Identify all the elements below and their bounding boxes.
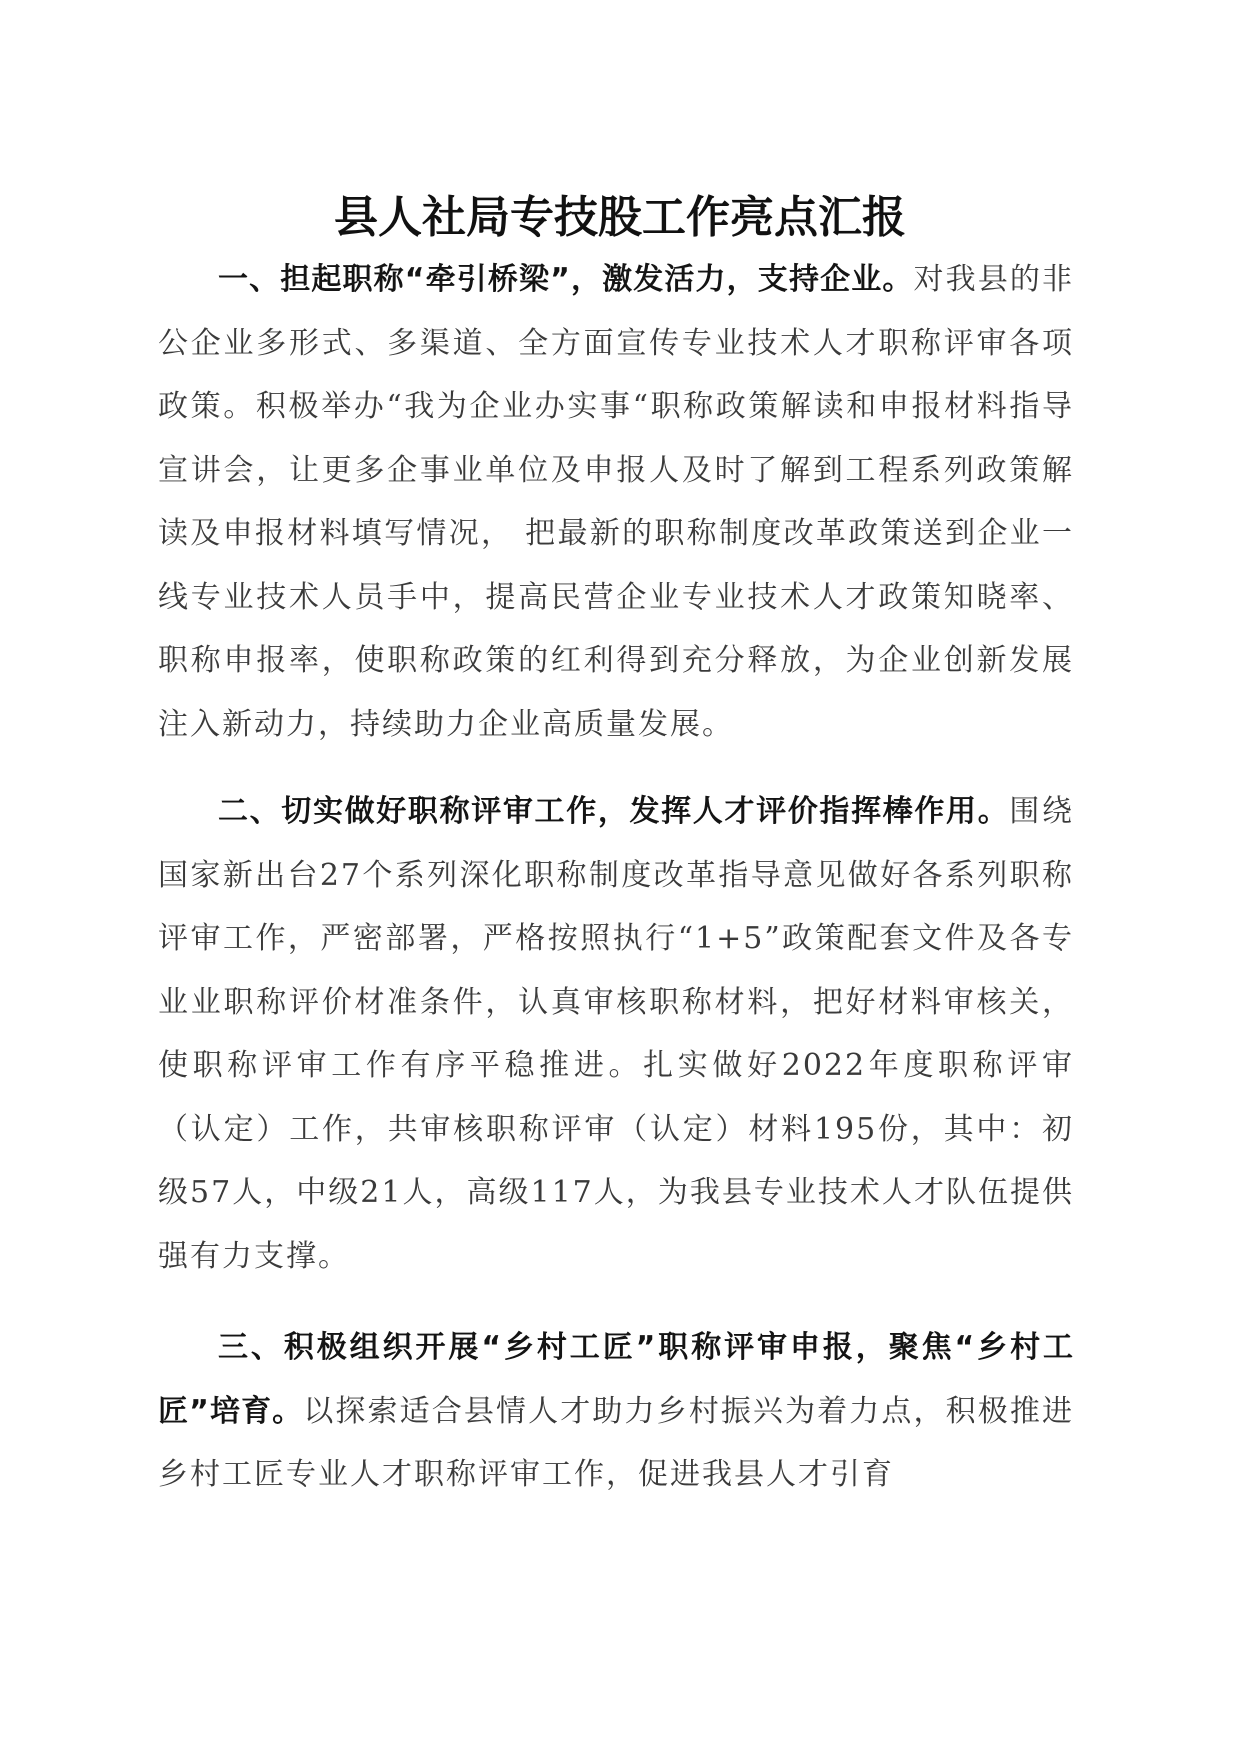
section-heading-1: 一、担起职称“牵引桥梁”，激发活力，支持企业。 [218, 262, 914, 297]
document-title: 县人社局专技股工作亮点汇报 [334, 192, 906, 243]
section-paragraph-1 [158, 248, 1074, 756]
section-body-3: 以探索适合县情人才助力乡村振兴为着力点，积极推进乡村工匠专业人才职称评审工作，促进我县人才引育 [158, 1393, 1075, 1492]
section-body-2: 围绕国家新出台27个系列深化职称制度改革指导意见做好各系列职称评审工作，严密部署，严格按照执行“1+5”政策配套文件及各专业业职称评价材准条件，认真审核职称材料，把好材料审核关，使职称评审工作有序平稳推进。扎实做好2022年度职称评审（认定）工作，共审核职称评审（认定）材料195份，其中：初级57人，中级21人，高级117人，为我县专业技术人才队伍提供强有力支撑。 [158, 794, 1075, 1274]
section-paragraph-2 [158, 780, 1074, 1288]
section-heading-2: 二、切实做好职称评审工作，发挥人才评价指挥棒作用。 [218, 794, 1010, 829]
section-heading-3: 三、积极组织开展“乡村工匠”职称评审申报，聚焦“乡村工匠”培育。 [158, 1330, 1074, 1429]
section-body-1: 对我县的非公企业多形式、多渠道、全方面宣传专业技术人才职称评审各项政策。积极举办“我为企业办实事“职称政策解读和申报材料指导宣讲会，让更多企事业单位及申报人及时了解到工程系列政策解读及申报材料填写情况， 把最新的职称制度改革政策送到企业一线专业技术人员手中，提高民营企业专业技术人才政策知晓率、职称申报率，使职称政策的红利得到充分释放，为企业创新发展注入新动力，持续助力企业高质量发展。 [158, 262, 1074, 742]
section-paragraph-3 [158, 1316, 1074, 1507]
